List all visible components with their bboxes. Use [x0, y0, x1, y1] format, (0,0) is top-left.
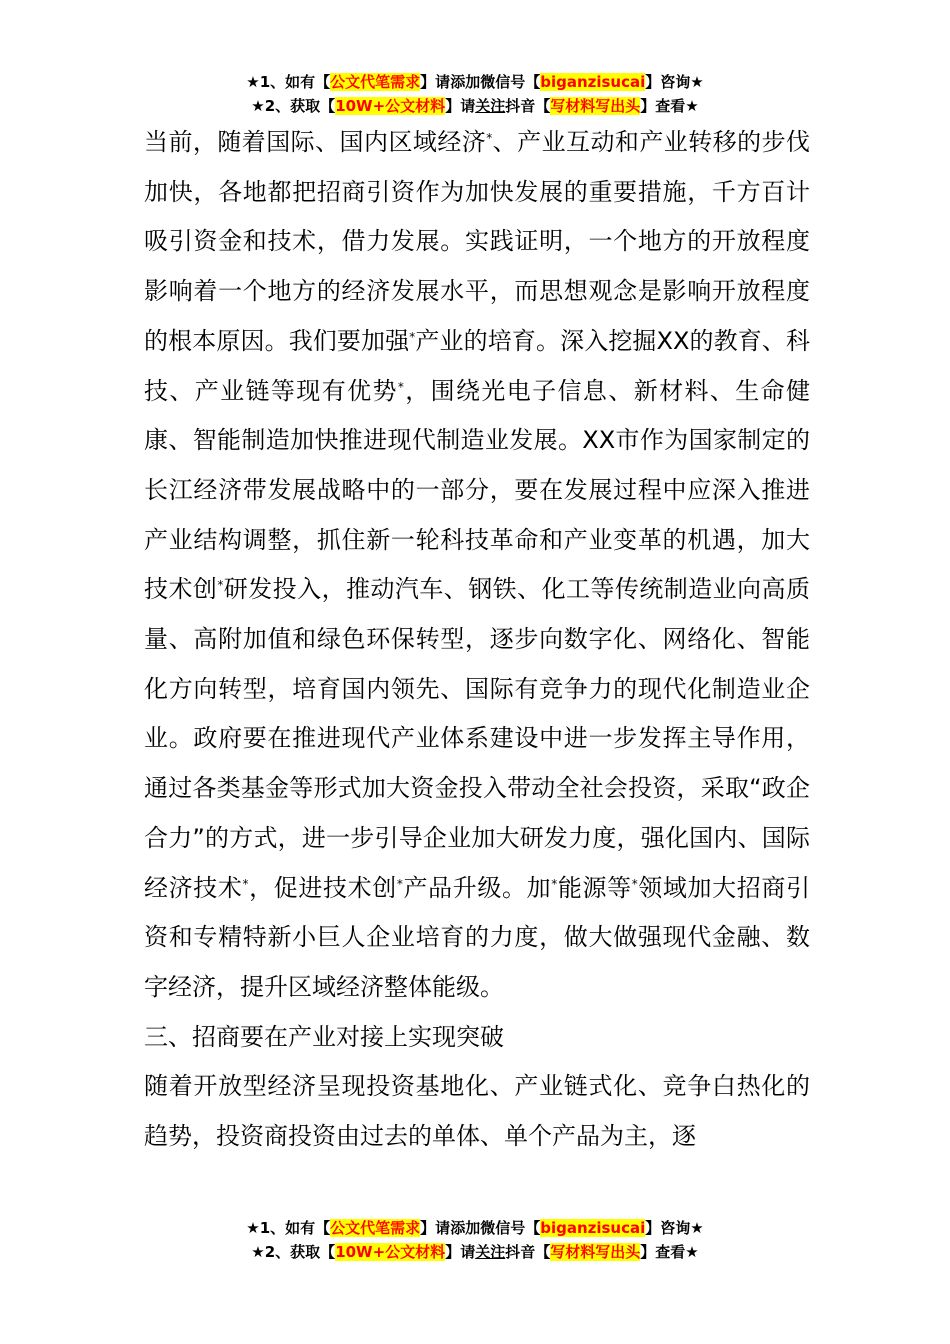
banner-text: 】请: [445, 1243, 476, 1261]
document-body: [144, 118, 810, 1162]
banner-line-1: [0, 1216, 950, 1240]
redaction-mark: *: [409, 329, 416, 344]
banner-emphasis: 添加: [450, 73, 481, 91]
banner-text: 微信号【: [480, 1219, 541, 1237]
banner-text: 】请: [445, 97, 476, 115]
banner-text: ★1、如有【: [246, 73, 331, 91]
banner-emphasis: 关注: [475, 97, 506, 115]
body-paragraph-1: [144, 118, 810, 1013]
banner-text: 】请: [420, 73, 451, 91]
banner-text: 】查看★: [640, 97, 699, 115]
header-banner: [0, 70, 950, 118]
section-heading: 三、招商要在产业对接上实现突破: [144, 1022, 504, 1051]
paragraph-text: 产业的培育。深入挖掘XX的教育、科技、产业链等现有优势: [144, 326, 811, 405]
paragraph-text: 研发投入，推动汽车、钢铁、化工等传统制造业向高质量、高附加值和绿色环保转型，逐步向数字化、网络化、智能化方向转型，培育国内领先、国际有竞争力的现代化制造业企业。政府要在推进现代产业体系建设中进一步发挥主导作用，通过各类基金等形式加大资金投入带动全社会投资，采取“政企合力”的方式，进一步引导企业加大研发力度，强化国内、国际经济技术: [144, 575, 811, 902]
banner-line-1: [0, 70, 950, 94]
highlight-service: 公文代笔需求: [330, 1219, 421, 1237]
banner-text: 抖音【: [505, 1243, 551, 1261]
banner-text: 抖音【: [505, 97, 551, 115]
paragraph-text: 、产业互动和产业转移的步伐加快，各地都把招商引资作为加快发展的重要措施，千方百计吸引资金和技术，借力发展。实践证明，一个地方的开放程度影响着一个地方的经济发展水平，而思想观念是影响开放程度的根本原因。我们要加强: [144, 128, 811, 355]
redaction-mark: *: [217, 578, 224, 593]
highlight-service: 公文代笔需求: [330, 73, 421, 91]
paragraph-text: 产品升级。加: [402, 873, 552, 902]
highlight-wechat-id: biganzisucai: [540, 1219, 646, 1237]
redaction-mark: *: [396, 876, 403, 891]
redaction-mark: *: [242, 876, 249, 891]
paragraph-text: ，促进技术创: [248, 873, 397, 902]
banner-emphasis: 添加: [450, 1219, 481, 1237]
banner-line-2: [0, 1240, 950, 1264]
redaction-mark: *: [486, 131, 493, 145]
banner-text: ★2、获取【: [251, 1243, 336, 1261]
highlight-wechat-id: biganzisucai: [540, 73, 646, 91]
footer-banner: [0, 1216, 950, 1264]
banner-text: 】咨询★: [645, 1219, 704, 1237]
paragraph-text: 领域加大招商引资和专精特新小巨人企业培育的力度，做大做强现代金融、数字经济，提升区域经济整体能级。: [144, 873, 811, 1001]
body-paragraph-2: 随着开放型经济呈现投资基地化、产业链式化、竞争白热化的趋势，投资商投资由过去的单体、单个产品为主，逐: [144, 1072, 810, 1151]
banner-text: ★1、如有【: [246, 1219, 331, 1237]
highlight-douyin: 写材料写出头: [550, 1243, 641, 1261]
redaction-mark: *: [631, 876, 638, 891]
redaction-mark: *: [551, 876, 558, 891]
banner-line-2: [0, 94, 950, 118]
paragraph-text: ，围绕光电子信息、新材料、生命健康、智能制造加快推进现代制造业发展。XX市作为国家制定的长江经济带发展战略中的一部分，要在发展过程中应深入推进产业结构调整，抓住新一轮科技革命和产业变革的机遇，加大技术创: [144, 376, 811, 604]
banner-text: 微信号【: [480, 73, 541, 91]
banner-text: 】请: [420, 1219, 451, 1237]
paragraph-text: 能源等: [557, 873, 632, 902]
redaction-mark: *: [397, 379, 404, 394]
highlight-materials: 10W+公文材料: [335, 97, 446, 115]
paragraph-text: 当前，随着国际、国内区域经济: [144, 128, 487, 156]
banner-text: ★2、获取【: [251, 97, 336, 115]
banner-emphasis: 关注: [475, 1243, 506, 1261]
banner-text: 】咨询★: [645, 73, 704, 91]
banner-text: 】查看★: [640, 1243, 699, 1261]
highlight-materials: 10W+公文材料: [335, 1243, 446, 1261]
highlight-douyin: 写材料写出头: [550, 97, 641, 115]
